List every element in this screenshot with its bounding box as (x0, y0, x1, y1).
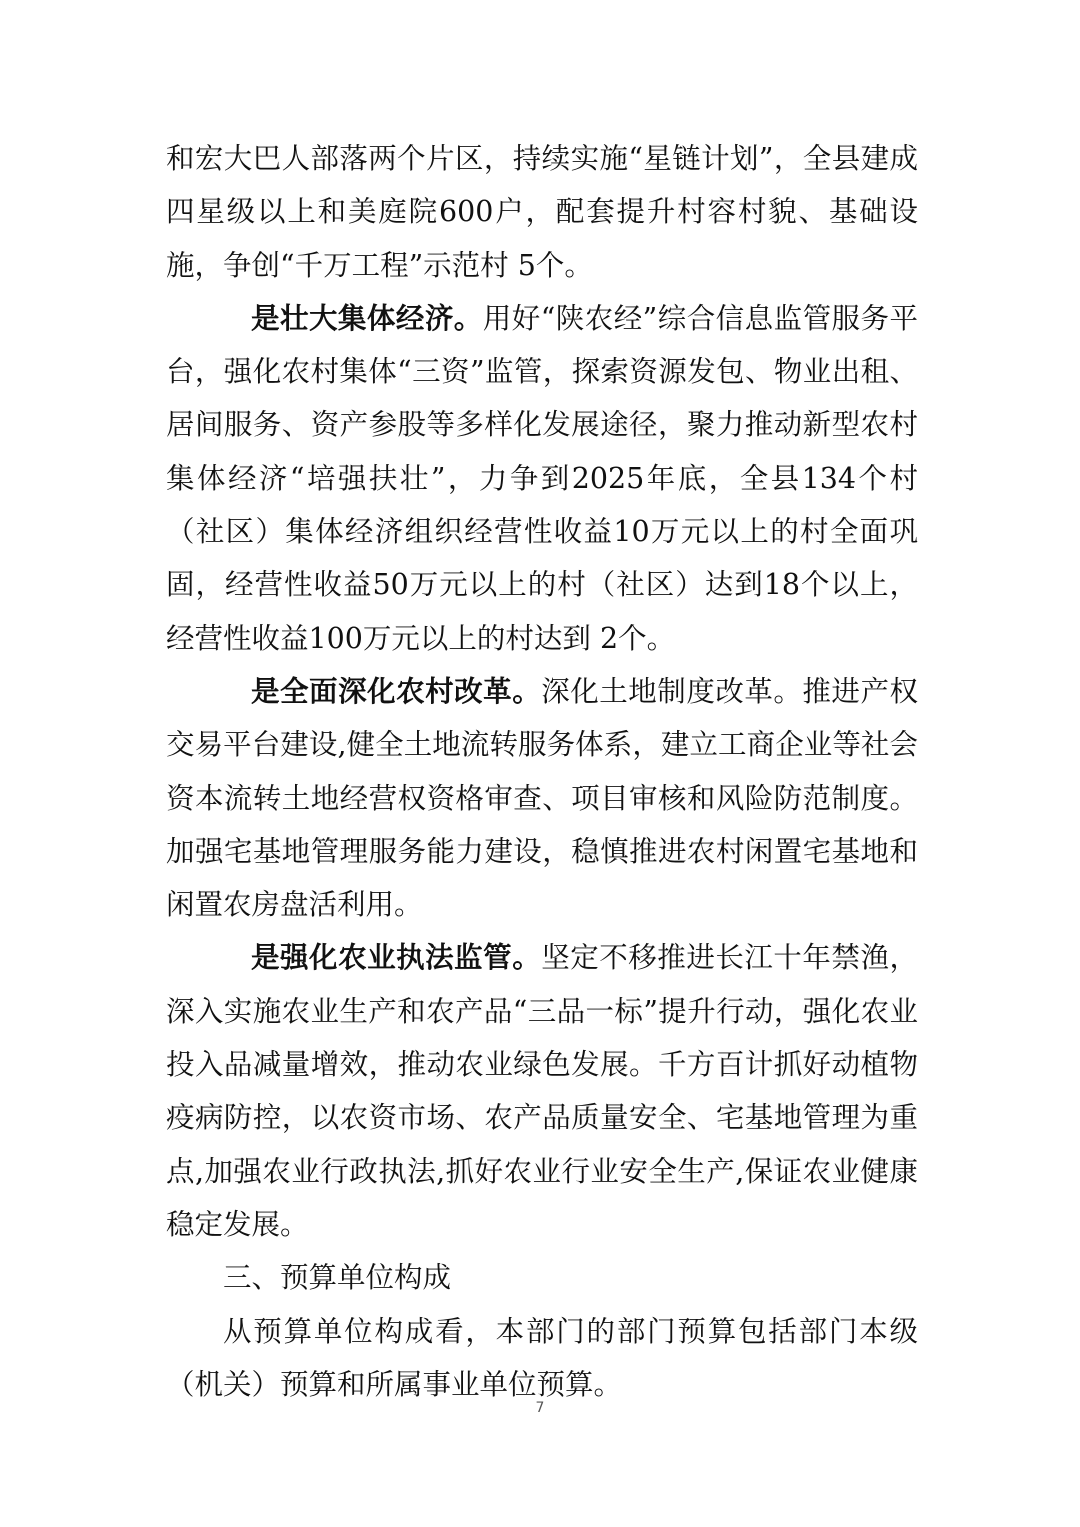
paragraph-rural-reform (166, 665, 918, 931)
paragraph-collective-economy (166, 292, 918, 665)
paragraph-lead: 是全面深化农村改革。 (251, 673, 542, 708)
paragraph-text: 用好“陕农经”综合信息监管服务平台，强化农村集体“三资”监管，探索资源发包、物业出租、居间服务、资产参股等多样化发展途径，聚力推动新型农村集体经济“培强扶壮”，力争到2025年底，全县134个村（社区）集体经济组织经营性收益10万元以上的村全面巩固，经营性收益50万元以上的村（社区）达到18个以上，经营性收益100万元以上的村达到 2个。 (166, 301, 918, 655)
paragraph-law-enforcement (166, 931, 918, 1251)
paragraph-text: 和宏大巴人部落两个片区，持续实施“星链计划”，全县建成四星级以上和美庭院600户，配套提升村容村貌、基础设施，争创“千万工程”示范村 5个。 (166, 142, 918, 282)
paragraph-text: 从预算单位构成看，本部门的部门预算包括部门本级（机关）预算和所属事业单位预算。 (166, 1314, 918, 1401)
document-body (166, 132, 918, 1411)
paragraph-lead: 是强化农业执法监管。 (251, 940, 542, 975)
paragraph-lead: 是壮大集体经济。 (251, 300, 483, 335)
paragraph-continuation (166, 132, 918, 292)
paragraph-budget-units (166, 1305, 918, 1412)
page-number: 7 (535, 1400, 545, 1416)
paragraph-text: 坚定不移推进长江十年禁渔，深入实施农业生产和农产品“三品一标”提升行动，强化农业投入品减量增效，推动农业绿色发展。千方百计抓好动植物疫病防控，以农资市场、农产品质量安全、宅基地管理为重点,加强农业行政执法,抓好农业行业安全生产,保证农业健康稳定发展。 (166, 941, 918, 1241)
paragraph-text: 深化土地制度改革。推进产权交易平台建设,健全土地流转服务体系，建立工商企业等社会资本流转土地经营权资格审查、项目审核和风险防范制度。加强宅基地管理服务能力建设，稳慎推进农村闲置宅基地和闲置农房盘活利用。 (166, 674, 918, 922)
section-heading: 三、预算单位构成 (223, 1261, 452, 1295)
